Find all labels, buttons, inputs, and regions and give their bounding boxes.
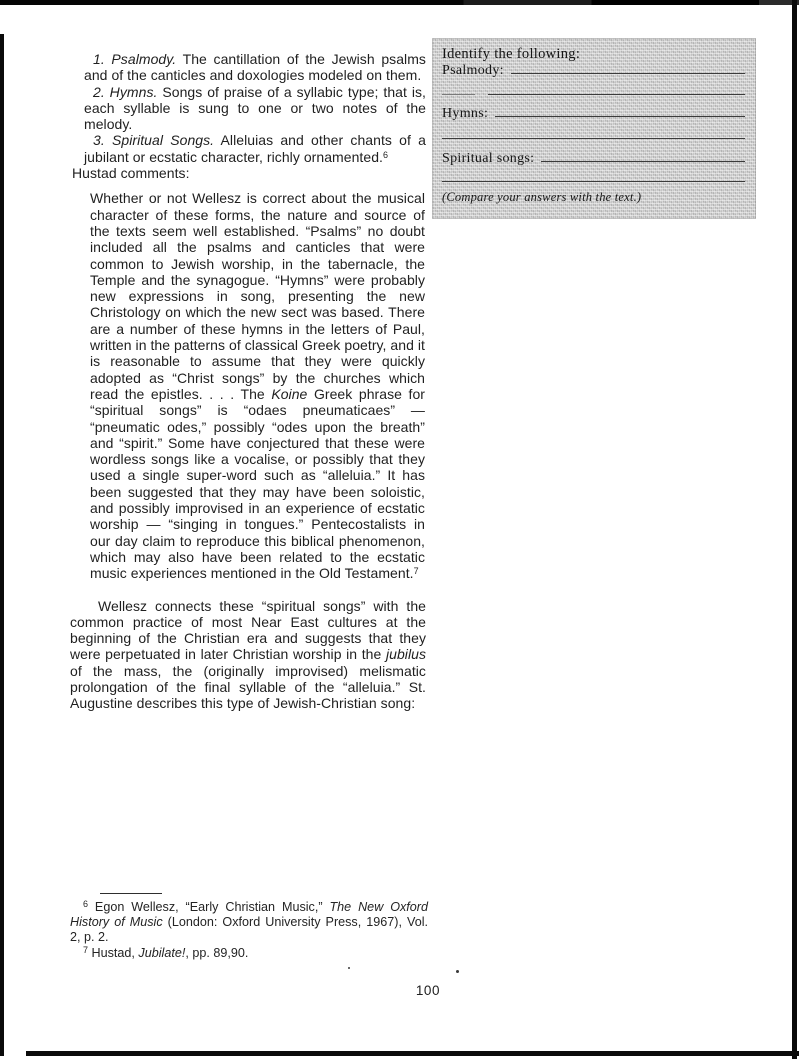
identify-box-title: Identify the following:: [442, 46, 581, 62]
footnote-7: $^7$ Hustad, Jubilate!, pp. 89,90.: [83, 944, 249, 960]
page-number: 100: [415, 983, 441, 998]
write-in-line: [495, 116, 745, 117]
scan-speck: [348, 967, 350, 969]
field-row-psalmody-continued: [442, 78, 745, 99]
field-label-psalmody: Psalmody:: [442, 63, 504, 78]
footnote-6: $^6$ Egon Wellesz, “Early Christian Music,” The New Oxford History of Music (London: Oxford University Press, 1967), Vol. 2, p. 2.: [70, 899, 428, 945]
field-row-hymns-continued: [442, 121, 745, 143]
scan-speck: [456, 970, 459, 973]
song-types-list: [70, 51, 426, 165]
field-row-spiritual-songs: [442, 143, 745, 166]
scan-edge-right: [792, 0, 797, 1059]
hustad-block-quote: Whether or not Wellesz is correct about the musical character of these forms, the nature and source of the texts seem well established. “Psalms” no doubt included all the psalms and canticles that were common to Jewish worship, in the tabernacle, the Temple and the synagogue. “Hymns” were probably new expressions in song, presenting the new Christology on which the new sect was based. There are a number of these hymns in the letters of Paul, written in the patterns of classical Greek poetry, and it is reasonable to assume that they were quickly adopted as “Christ songs” by the churches which read the epistles. . . . The Koine Greek phrase for “spiritual songs” is “odaes pneumaticaes” — “pneumatic odes,” possibly “odes upon the breath” and “spirit.” Some have conjectured that these were wordless songs like a vocalise, or possibly that they used a single super-word such as “alleluia.” It has been suggested that they may have been soloistic, and possibly improvised in an experience of ecstatic worship — “singing in tongues.” Pentecostalists in our day claim to reproduce this biblical phenomenon, which may also have been related to the ecstatic music experiences mentioned in the Old Testament.$^7$: [90, 190, 426, 582]
scan-edge-top: [0, 0, 799, 5]
write-in-line: [488, 94, 745, 95]
identify-box: [432, 38, 756, 219]
write-in-line: [511, 73, 745, 74]
wellesz-paragraph: Wellesz connects these “spiritual songs” with the common practice of most Near East cultures at the beginning of the Christian era and suggests that they were perpetuated in later Christian worship in the jubilus of the mass, the (originally improvised) melismatic prolongation of the final syllable of the “alleluia.” St. Augustine describes this type of Jewish-Christian song:: [70, 597, 426, 712]
write-in-line-stub: [442, 94, 475, 95]
footnote-section: [70, 893, 428, 961]
scan-edge-bottom: [26, 1051, 799, 1056]
scan-edge-left: [0, 34, 4, 1056]
write-in-line: [442, 138, 745, 139]
hustad-intro-line: Hustad comments:: [72, 165, 190, 182]
list-item-spiritual-songs: 3. Spiritual Songs. Alleluias and other chants of a jubilant or ecstatic character, richly ornamented.$^6$: [84, 132, 426, 165]
field-label-spiritual-songs: Spiritual songs:: [442, 151, 535, 166]
list-item-hymns: 2. Hymns. Songs of praise of a syllabic type; that is, each syllable is sung to one or two notes of the melody.: [84, 83, 426, 133]
main-text-column: [70, 51, 426, 712]
write-in-line: [541, 161, 745, 162]
field-row-hymns: [442, 99, 745, 121]
write-in-line: [442, 181, 745, 182]
compare-answers-note: (Compare your answers with the text.): [442, 190, 642, 204]
field-row-spiritual-songs-continued: [442, 166, 745, 186]
field-label-hymns: Hymns:: [442, 106, 489, 121]
footnote-divider-rule: [100, 893, 162, 894]
field-row-psalmody: [442, 61, 745, 78]
list-item-psalmody: 1. Psalmody. The cantillation of the Jewish psalms and of the canticles and doxologies modeled on them.: [84, 51, 426, 84]
